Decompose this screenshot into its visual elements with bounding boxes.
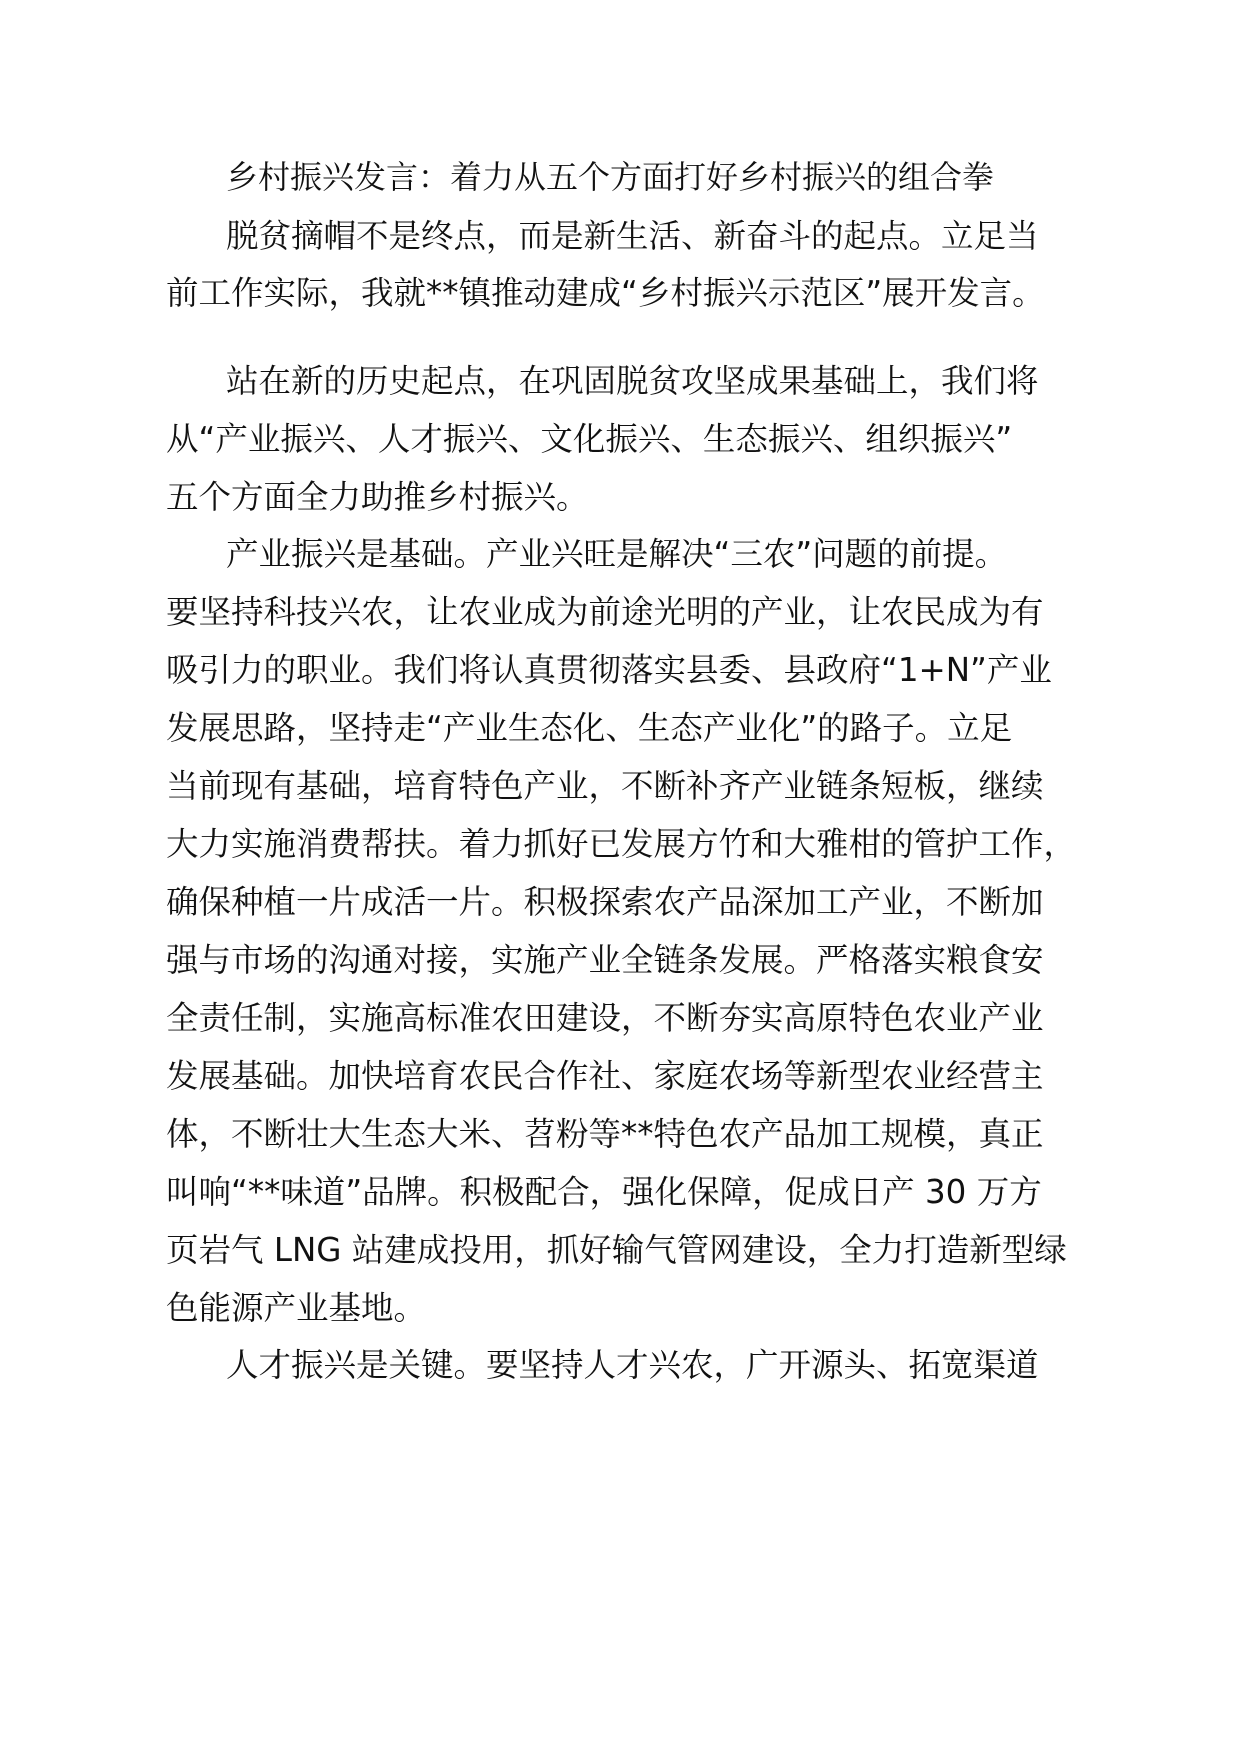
body-line-8: 吸引力的职业。我们将认真贯彻落实县委、县政府“1+N”产业 [166, 651, 1052, 689]
body-line-3: 站在新的历史起点，在巩固脱贫攻坚成果基础上，我们将 [226, 362, 1039, 400]
body-line-9: 发展思路，坚持走“产业生态化、生态产业化”的路子。立足 [166, 709, 1013, 747]
body-line-1: 脱贫摘帽不是终点，而是新生活、新奋斗的起点。立足当 [226, 217, 1039, 255]
body-line-11: 大力实施消费帮扶。着力抓好已发展方竹和大雅柑的管护工作， [166, 825, 1077, 863]
body-line-4: 从“产业振兴、人才振兴、文化振兴、生态振兴、组织振兴” [166, 420, 1013, 458]
body-line-17: 叫响“**味道”品牌。积极配合，强化保障，促成日产 30 万方 [166, 1173, 1042, 1211]
body-line-20: 人才振兴是关键。要坚持人才兴农，广开源头、拓宽渠道 [226, 1346, 1039, 1384]
body-line-5: 五个方面全力助推乡村振兴。 [166, 478, 589, 516]
body-line-6: 产业振兴是基础。产业兴旺是解决“三农”问题的前提。 [226, 535, 1008, 573]
body-line-7: 要坚持科技兴农，让农业成为前途光明的产业，让农民成为有 [166, 593, 1044, 631]
body-line-14: 全责任制，实施高标准农田建设，不断夯实高原特色农业产业 [166, 999, 1044, 1037]
body-line-18: 页岩气 LNG 站建成投用，抓好输气管网建设，全力打造新型绿 [166, 1231, 1067, 1269]
body-line-15: 发展基础。加快培育农民合作社、家庭农场等新型农业经营主 [166, 1057, 1044, 1095]
body-line-13: 强与市场的沟通对接，实施产业全链条发展。严格落实粮食安 [166, 941, 1044, 979]
body-line-16: 体，不断壮大生态大米、苕粉等**特色农产品加工规模，真正 [166, 1115, 1044, 1153]
body-line-10: 当前现有基础，培育特色产业，不断补齐产业链条短板，继续 [166, 767, 1044, 805]
body-line-2: 前工作实际，我就**镇推动建成“乡村振兴示范区”展开发言。 [166, 274, 1045, 312]
body-line-19: 色能源产业基地。 [166, 1289, 427, 1327]
document-title: 乡村振兴发言：着力从五个方面打好乡村振兴的组合拳 [226, 158, 995, 196]
body-line-12: 确保种植一片成活一片。积极探索农产品深加工产业，不断加 [166, 883, 1044, 921]
